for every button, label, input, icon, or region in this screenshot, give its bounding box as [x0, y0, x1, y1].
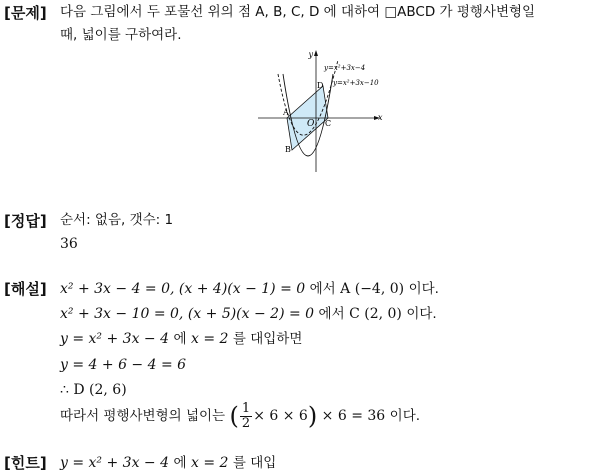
hint-eq: y = x² + 3x − 4 [60, 455, 170, 471]
parabola-figure [252, 48, 392, 174]
point-b-label: B [285, 145, 291, 154]
answer-label: [정답] [4, 212, 47, 230]
fraction-denominator: 2 [241, 415, 251, 431]
point-c-label: C [325, 119, 332, 128]
problem-label: [문제] [4, 4, 47, 22]
hint-word2: 를 대입 [232, 455, 277, 471]
fraction-half [240, 402, 252, 431]
paren-close: ) [307, 402, 318, 430]
hint-sub: x = 2 [190, 455, 229, 471]
explanation-line3 [60, 330, 302, 348]
explanation-line4: y = 4 + 6 − 4 = 6 [60, 357, 187, 373]
word-3b: 를 대입하면 [232, 331, 303, 347]
point-a-label: A [283, 108, 289, 117]
explanation-line5: ∴ D (2, 6) [60, 382, 127, 398]
curve1-label: y=x²+3x−4 [324, 64, 366, 72]
point-c-coord: C (2, 0) [349, 306, 402, 322]
end-6: 이다. [389, 408, 421, 424]
origin-label: O [307, 119, 315, 129]
area-inner: × 6 × 6 [253, 408, 308, 424]
eq-1: x² + 3x − 4 = 0, (x + 4)(x − 1) = 0 [60, 281, 306, 297]
word-2: 에서 [318, 306, 345, 322]
word-1: 에서 [309, 281, 336, 297]
x-axis-label: x [378, 113, 383, 122]
word-3a: 에 [173, 331, 187, 347]
explanation-line1 [60, 280, 439, 298]
hint-label: [힌트] [4, 454, 47, 472]
area-intro: 따라서 평행사변형의 넓이는 [60, 408, 226, 424]
explanation-line2 [60, 305, 437, 323]
end-1: 이다. [408, 281, 439, 297]
problem-text-line1: 다음 그림에서 두 포물선 위의 점 A, B, C, D 에 대하여 □ABCD 가 평행사변형일 [60, 4, 536, 20]
problem-text-line2: 때, 넓이를 구하여라. [60, 27, 182, 43]
point-a-coord: A (−4, 0) [340, 281, 405, 297]
hint-line [60, 454, 276, 472]
curve2-label: y=x²+3x−10 [333, 79, 379, 87]
y-axis-label: y [308, 50, 313, 59]
y-axis-arrow [314, 50, 318, 56]
eq-2: x² + 3x − 10 = 0, (x + 5)(x − 2) = 0 [60, 306, 315, 322]
explanation-line6 [60, 400, 420, 432]
end-2: 이다. [406, 306, 437, 322]
answer-order-line: 순서: 없음, 갯수: 1 [60, 212, 174, 228]
sub-3: x = 2 [190, 331, 229, 347]
answer-value: 36 [60, 236, 78, 252]
hint-word1: 에 [173, 455, 187, 471]
area-result: × 6 = 36 [321, 408, 386, 424]
fraction-numerator: 1 [241, 400, 251, 416]
point-d-label: D [317, 81, 324, 90]
paren-open: ( [229, 402, 239, 430]
explanation-label: [해설] [4, 280, 47, 298]
eq-3: y = x² + 3x − 4 [60, 331, 170, 347]
